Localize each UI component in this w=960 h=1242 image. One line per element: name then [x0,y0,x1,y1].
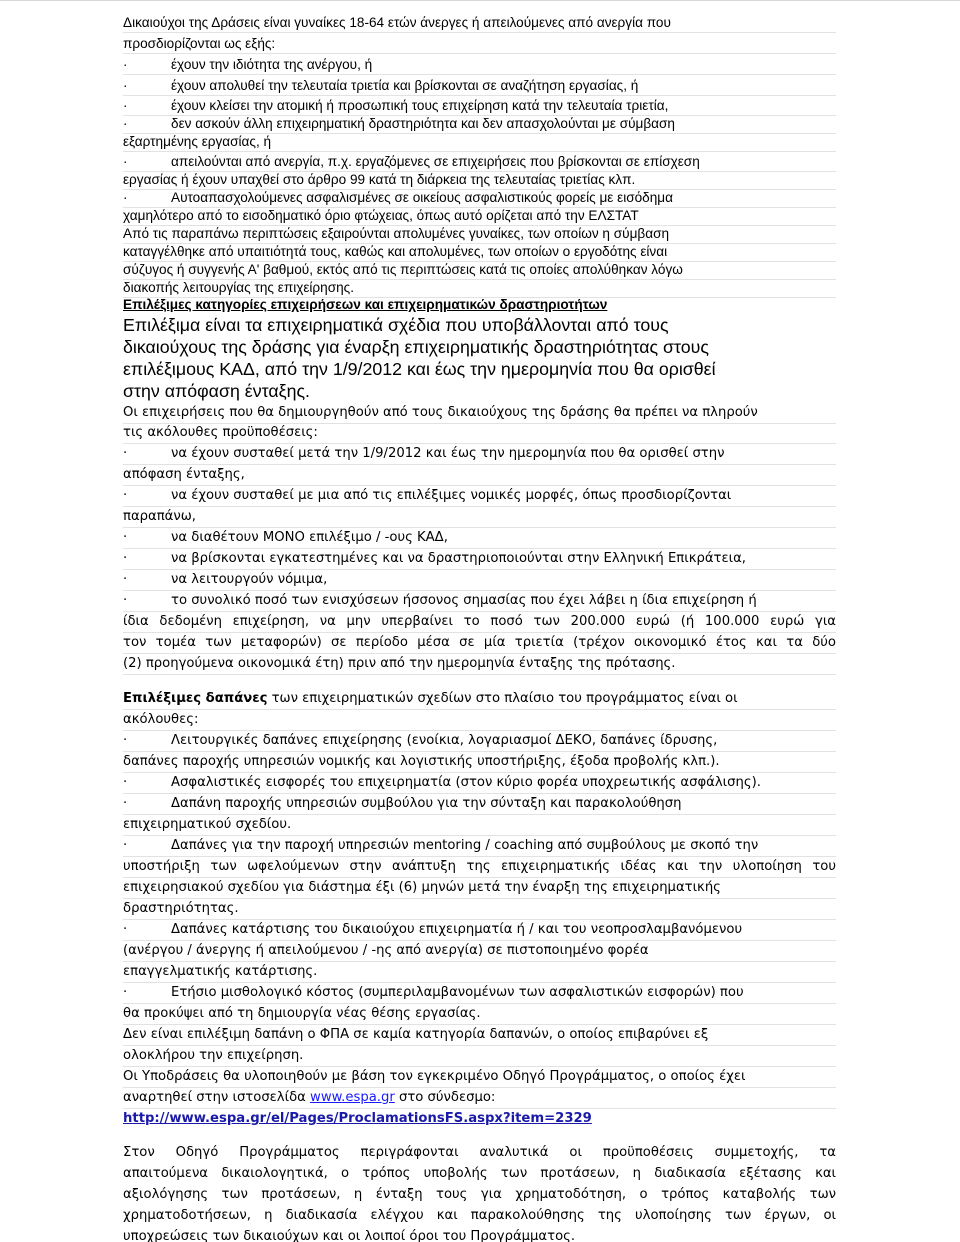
sub-actions-text: στο σύνδεσμο: [394,1090,496,1105]
guide-line: χρηματοδοτήσεων, η διαδικασία ελέγχου και παρακολούθησης της υλοποίησης των έργων, οι [123,1208,836,1223]
condition-item-cont: ίδια δεδομένη επιχείρηση, να μην υπερβαίνει το ποσό των 200.000 ευρώ (ή 100.000 ευρώ για [123,612,836,633]
condition-text: να έχουν συσταθεί με μια από τις επιλέξιμες νομικές μορφές, όπως προσδιορίζονται [171,488,732,503]
bullet-mark: · [123,733,128,748]
bullet-item [123,97,836,116]
expense-item [123,731,836,752]
expense-item [123,920,836,941]
bullet-mark: · [123,593,128,608]
bullet-item [123,153,836,172]
expense-item [123,773,836,794]
beneficiaries-intro: Δικαιούχοι της Δράσεις είναι γυναίκες 18-64 ετών άνεργες ή απειλούμενες από ανεργία που [123,14,836,33]
bullet-item [123,189,836,208]
bullet-text: Αυτοαπασχολούμενες ασφαλισμένες σε οικείους ασφαλιστικούς φορείς με εισόδημα [171,190,673,205]
guide-line: αξιολόγησης των προτάσεων, η ένταξη τους για χρηματοδότηση, ο τρόπος καταβολής των [123,1187,836,1202]
expense-item-cont: δαπάνες παροχής υπηρεσιών νομικής και λογιστικής υποστήριξης, έξοδα προβολής κλπ.). [123,752,836,773]
expense-item-cont: επαγγελματικής κατάρτισης. [123,962,836,983]
big-statement-line: επιλέξιμους ΚΑΔ, από την 1/9/2012 και έως την ημερομηνία που θα ορισθεί [123,359,716,379]
vat-note: Δεν είναι επιλέξιμη δαπάνη ο ΦΠΑ σε καμία κατηγορία δαπανών, ο οποίος επιβαρύνει εξ [123,1025,836,1046]
condition-item [123,549,836,570]
expenses-intro-rest: των επιχειρηματικών σχεδίων στο πλαίσιο του προγράμματος είναι οι [267,691,738,706]
condition-text: να βρίσκονται εγκατεστημένες και να δραστηριοποιούνται στην Ελληνική Επικράτεια, [171,551,746,566]
sub-actions-text: αναρτηθεί στην ιστοσελίδα [123,1090,311,1105]
expense-item [123,983,836,1004]
condition-item-cont: παραπάνω, [123,507,836,528]
expense-item-cont: (ανέργου / άνεργης ή απειλούμενου / -ης από ανεργία) σε πιστοποιημένο φορέα [123,941,836,962]
expense-text: Λειτουργικές δαπάνες επιχείρησης (ενοίκια, λογαριασμοί ΔΕΚΟ, δαπάνες ίδρυσης, [171,733,718,748]
condition-text: να λειτουργούν νόμιμα, [171,572,328,587]
exclusions-line: σύζυγος ή συγγενής Α' βαθμού, εκτός από τις περιπτώσεις κατά τις οποίες απολύθηκαν λόγω [123,261,836,280]
condition-text: να διαθέτουν ΜΟΝΟ επιλέξιμο / -ους ΚΑΔ, [171,530,448,545]
bullet-item [123,115,836,134]
expense-item [123,794,836,815]
expenses-intro [123,689,836,710]
sub-actions-line: Οι Υποδράσεις θα υλοποιηθούν με βάση τον εγκεκριμένο Οδηγό Προγράμματος, ο οποίος έχει [123,1067,836,1088]
bullet-mark: · [123,116,128,131]
condition-item [123,591,836,612]
bullet-item [123,77,836,96]
condition-item-cont: τον τομέα των μεταφορών) σε περίοδο μέσα σε μία τριετία (τρέχον οικονομικό έτος και τα δύο [123,633,836,654]
bullet-mark: · [123,796,128,811]
condition-text: το συνολικό ποσό των ενισχύσεων ήσσονος σημασίας που έχει λάβει η ίδια επιχείρηση ή [171,593,757,608]
condition-item [123,486,836,507]
bullet-mark: · [123,190,128,205]
expense-text: Ετήσιο μισθολογικό κόστος (συμπεριλαμβανομένων των ασφαλιστικών εισφορών) που [171,985,744,1000]
vat-note-cont: ολοκλήρου την επιχείρηση. [123,1046,836,1067]
bullet-item [123,56,836,75]
proclamations-link[interactable]: http://www.espa.gr/el/Pages/ProclamationsFS.aspx?item=2329 [123,1111,592,1126]
bullet-mark: · [123,572,128,587]
bullet-mark: · [123,838,128,853]
bullet-text: δεν ασκούν άλλη επιχειρηματική δραστηριότητα και δεν απασχολούνται με σύμβαση [171,116,675,131]
expense-item-cont: επιχειρηματικού σχεδίου. [123,815,836,836]
bullet-item-cont: χαμηλότερο από το εισοδηματικό όριο φτώχειας, όπως αυτό ορίζεται από την ΕΛΣΤΑΤ [123,207,836,226]
big-statement-line: Επιλέξιμα είναι τα επιχειρηματικά σχέδια που υποβάλλονται από τους [123,315,669,335]
exclusions-line: καταγγέλθηκε από υπαιτιότητά τους, καθώς και απολυμένες, των οποίων ο εργοδότης είναι [123,243,836,262]
guide-line: υποχρεώσεις των δικαιούχων και οι λοιποί όροι του Προγράμματος. [123,1229,576,1242]
conditions-intro-cont: τις ακόλουθες προϋποθέσεις: [123,423,836,444]
expense-text: Δαπάνες κατάρτισης του δικαιούχου επιχειρηματία ή / και του νεοπροσλαμβανόμενου [171,922,743,937]
bullet-mark: · [123,98,128,113]
expense-item [123,836,836,857]
espa-link[interactable]: www.espa.gr [310,1090,395,1105]
bullet-item-cont: εργασίας ή έχουν υπαχθεί στο άρθρο 99 κατά τη διάρκεια της τελευταίας τριετίας κλπ. [123,171,836,190]
bullet-mark: · [123,446,128,461]
bullet-mark: · [123,922,128,937]
condition-item [123,444,836,465]
exclusions-line: Από τις παραπάνω περιπτώσεις εξαιρούνται απολυμένες γυναίκες, των οποίων η σύμβαση [123,225,836,244]
bullet-mark: · [123,57,128,72]
expense-item-cont: υποστήριξη των ωφελούμενων στην ανάπτυξη της επιχειρηματικής ιδέας και την υλοποίηση του [123,857,836,878]
bullet-mark: · [123,154,128,169]
bullet-text: έχουν την ιδιότητα της ανέργου, ή [171,57,373,72]
expense-item-cont: δραστηριότητας. [123,899,836,920]
big-statement-line: στην απόφαση ένταξης. [123,381,310,401]
expense-text: Δαπάνες για την παροχή υπηρεσιών mentoring / coaching από συμβούλους με σκοπό την [171,838,759,853]
bullet-text: απειλούνται από ανεργία, π.χ. εργαζόμενες σε επιχειρήσεις που βρίσκονται σε επίσχεση [171,154,700,169]
condition-item [123,528,836,549]
bullet-text: έχουν κλείσει την ατομική ή προσωπική τους επιχείρηση κατά την τελευταία τριετία, [171,98,669,113]
bullet-item-cont: εξαρτημένης εργασίας, ή [123,133,836,152]
expenses-intro-cont: ακόλουθες: [123,710,836,731]
expense-text: Δαπάνη παροχής υπηρεσιών συμβούλου για την σύνταξη και παρακολούθηση [171,796,682,811]
section-heading: Επιλέξιμες κατηγορίες επιχειρήσεων και επιχειρηματικών δραστηριοτήτων [123,297,608,312]
big-statement-line: δικαιούχους της δράσης για έναρξη επιχειρηματικής δραστηριότητας στους [123,337,709,357]
exclusions-line: διακοπής λειτουργίας της επιχείρησης. [123,279,836,298]
bullet-mark: · [123,530,128,545]
bullet-mark: · [123,488,128,503]
condition-item [123,570,836,591]
expense-item-cont: επιχειρησιακού σχεδίου για διάστημα έξι (6) μηνών μετά την έναρξη της επιχειρηματικής [123,878,836,899]
bullet-text: έχουν απολυθεί την τελευταία τριετία και βρίσκονται σε αναζήτηση εργασίας, ή [171,78,639,93]
expenses-intro-bold: Επιλέξιμες δαπάνες [123,691,268,706]
condition-item-cont: (2) προηγούμενα οικονομικά έτη) πριν από την ημερομηνία ένταξης της πρότασης. [123,654,836,675]
bullet-mark: · [123,551,128,566]
condition-text: να έχουν συσταθεί μετά την 1/9/2012 και έως την ημερομηνία που θα ορισθεί στην [171,446,725,461]
bullet-mark: · [123,985,128,1000]
condition-item-cont: απόφαση ένταξης, [123,465,836,486]
expense-item-cont: θα προκύψει από τη δημιουργία νέας θέσης εργασίας. [123,1004,836,1025]
guide-line: Στον Οδηγό Προγράμματος περιγράφονται αναλυτικά οι προϋποθέσεις συμμετοχής, τα [123,1145,836,1160]
bullet-mark: · [123,78,128,93]
proclamations-url[interactable] [123,1109,836,1129]
conditions-intro: Οι επιχειρήσεις που θα δημιουργηθούν από τους δικαιούχους της δράσης θα πρέπει να πληρούν [123,403,836,424]
bullet-mark: · [123,775,128,790]
guide-line: απαιτούμενα δικαιολογητικά, ο τρόπος υποβολής των προτάσεων, η διαδικασία εξέτασης και [123,1166,836,1181]
sub-actions-line [123,1088,836,1109]
beneficiaries-intro-cont: προσδιορίζονται ως εξής: [123,35,836,54]
expense-text: Ασφαλιστικές εισφορές του επιχειρηματία (στον κύριο φορέα υποχρεωτικής ασφάλισης). [171,775,761,790]
